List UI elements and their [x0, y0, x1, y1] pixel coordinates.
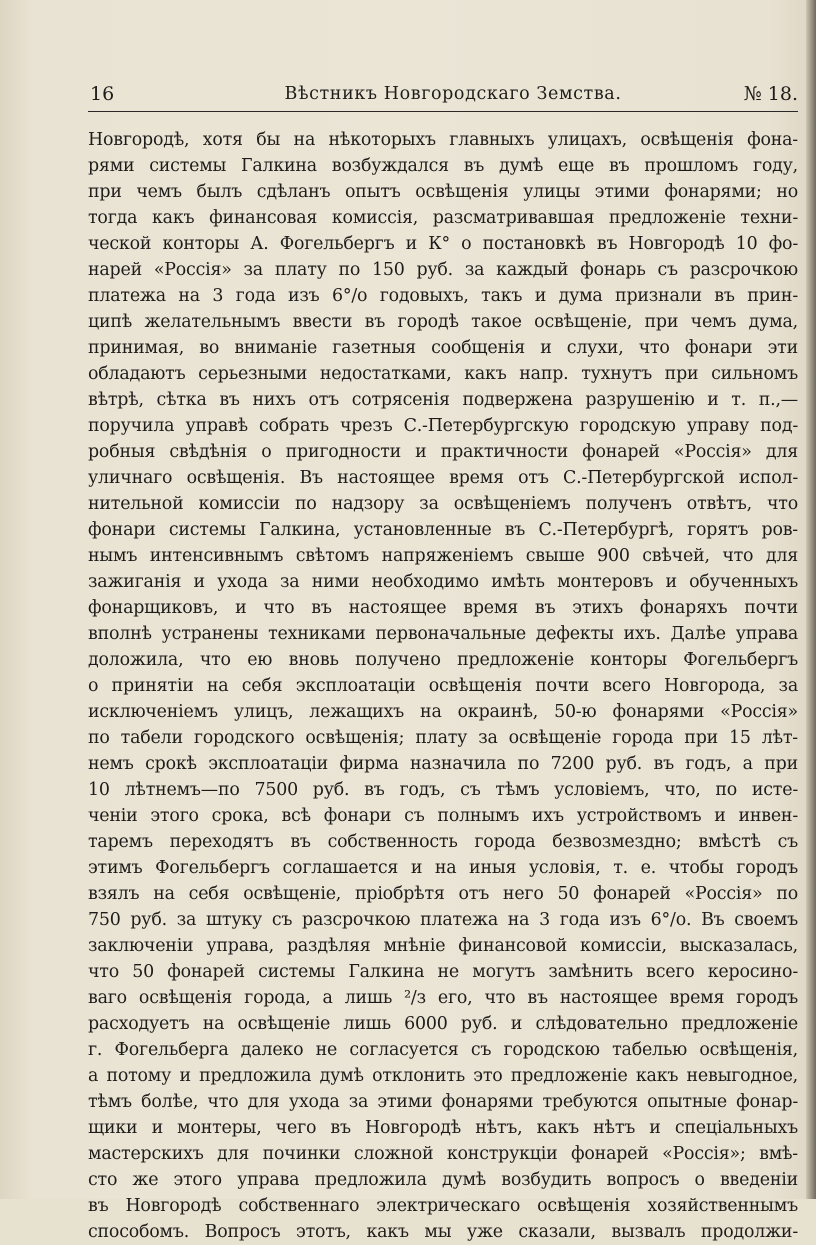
text-line: Новгородѣ, хотя бы на нѣкоторыхъ главныхъ улицахъ, освѣщенія фона- [88, 130, 798, 150]
article-body [88, 127, 798, 1245]
text-line: рями системы Галкина возбуждался въ думѣ еще въ прошломъ году, [88, 156, 798, 176]
text-line: доложила, что ею вновь получено предложеніе конторы Фогельбергъ [88, 650, 798, 670]
text-line: вѣтрѣ, сѣтка въ нихъ отъ сотрясенія подвержена разрушенію и т. п.,— [88, 390, 798, 410]
text-line: исключеніемъ улицъ, лежащихъ на окраинѣ, 50-ю фонарями «Россія» [88, 702, 798, 722]
text-line: вполнѣ устранены техниками первоначальные дефекты ихъ. Далѣе управа [88, 624, 798, 644]
text-line: ческой конторы А. Фогельбергъ и К° о постановкѣ въ Новгородѣ 10 фо- [88, 234, 798, 254]
text-line: платежа на 3 года изъ 6°/о годовыхъ, такъ и дума признали въ прин- [88, 286, 798, 306]
text-line: немъ срокѣ эксплоатаціи фирма назначила по 7200 руб. въ годъ, а при [88, 754, 798, 774]
text-line: этимъ Фогельбергъ соглашается и на иныя условія, т. е. чтобы городъ [88, 858, 798, 878]
text-line: обладаютъ серьезными недостатками, какъ напр. тухнутъ при сильномъ [88, 364, 798, 384]
text-line: въ Новгородѣ собственнаго электрическаго освѣщенія хозяйственнымъ [88, 1196, 798, 1216]
text-line: нымъ интенсивнымъ свѣтомъ напряженіемъ свыше 900 свѣчей, что для [88, 546, 798, 566]
page-edge-shadow [806, 0, 816, 1199]
text-line: ваго освѣщенія города, а лишь ²/з его, что въ настоящее время городъ [88, 988, 798, 1008]
text-line: о принятіи на себя эксплоатаціи освѣщенія почти всего Новгорода, за [88, 676, 798, 696]
text-line: мастерскихъ для починки сложной конструкціи фонарей «Россія»; вмѣ- [88, 1144, 798, 1164]
text-line: г. Фогельберга далеко не согласуется съ городскою табелью освѣщенія, [88, 1040, 798, 1060]
page-number: 16 [90, 83, 115, 105]
text-line: по табели городского освѣщенія; плату за освѣщеніе города при 15 лѣт- [88, 728, 798, 748]
journal-title: Вѣстникъ Новгородскаго Земства. [284, 84, 622, 104]
text-line: при чемъ былъ сдѣланъ опытъ освѣщенія улицы этими фонарями; но [88, 182, 798, 202]
text-line: таремъ переходятъ въ собственность города безвозмездно; вмѣстѣ съ [88, 832, 798, 852]
text-line: заключеніи управа, раздѣляя мнѣніе финансовой комиссіи, высказалась, [88, 936, 798, 956]
text-line: что 50 фонарей системы Галкина не могутъ замѣнить всего керосино- [88, 962, 798, 982]
text-line: поручила управѣ собрать чрезъ С.-Петербургскую городскую управу под- [88, 416, 798, 436]
issue-number: № 18. [743, 83, 798, 105]
text-line: а потому и предложила думѣ отклонить это предложеніе какъ невыгодное, [88, 1066, 798, 1086]
text-line: ципѣ желательнымъ ввести въ городѣ такое освѣщеніе, при чемъ дума, [88, 312, 798, 332]
text-line: 750 руб. за штуку съ разсрочкою платежа на 3 года изъ 6°/о. Въ своемъ [88, 910, 798, 930]
running-header [88, 83, 798, 112]
text-line: нительной комиссіи по надзору за освѣщеніемъ полученъ отвѣтъ, что [88, 494, 798, 514]
text-line: щики и монтеры, чего въ Новгородѣ нѣтъ, какъ нѣтъ и спеціальныхъ [88, 1118, 798, 1138]
text-line: фонари системы Галкина, установленные въ С.-Петербургѣ, горятъ ров- [88, 520, 798, 540]
text-line: уличнаго освѣщенія. Въ настоящее время отъ С.-Петербургской испол- [88, 468, 798, 488]
text-line: 10 лѣтнемъ—по 7500 руб. въ годъ, съ тѣмъ условіемъ, что, по исте- [88, 780, 798, 800]
text-line: расходуетъ на освѣщеніе лишь 6000 руб. и слѣдовательно предложеніе [88, 1014, 798, 1034]
text-line: тогда какъ финансовая комиссія, разсматривавшая предложеніе техни- [88, 208, 798, 228]
text-line: принимая, во вниманіе газетныя сообщенія и слухи, что фонари эти [88, 338, 798, 358]
text-line: ченіи этого срока, всѣ фонари съ полнымъ ихъ устройствомъ и инвен- [88, 806, 798, 826]
text-line: сто же этого управа предложила думѣ возбудить вопросъ о введеніи [88, 1170, 798, 1190]
text-line: робныя свѣдѣнія о пригодности и практичности фонарей «Россія» для [88, 442, 798, 462]
text-line: способомъ. Вопросъ этотъ, какъ мы уже сказали, вызвалъ продолжи- [88, 1222, 798, 1242]
text-line: нарей «Россія» за плату по 150 руб. за каждый фонарь съ разсрочкою [88, 260, 798, 280]
text-line: зажиганія и ухода за ними необходимо имѣть монтеровъ и обученныхъ [88, 572, 798, 592]
text-line: взялъ на себя освѣщеніе, пріобрѣтя отъ него 50 фонарей «Россія» по [88, 884, 798, 904]
text-line: тѣмъ болѣе, что для ухода за этими фонарями требуются опытные фонар- [88, 1092, 798, 1112]
text-line: фонарщиковъ, и что въ настоящее время въ этихъ фонаряхъ почти [88, 598, 798, 618]
